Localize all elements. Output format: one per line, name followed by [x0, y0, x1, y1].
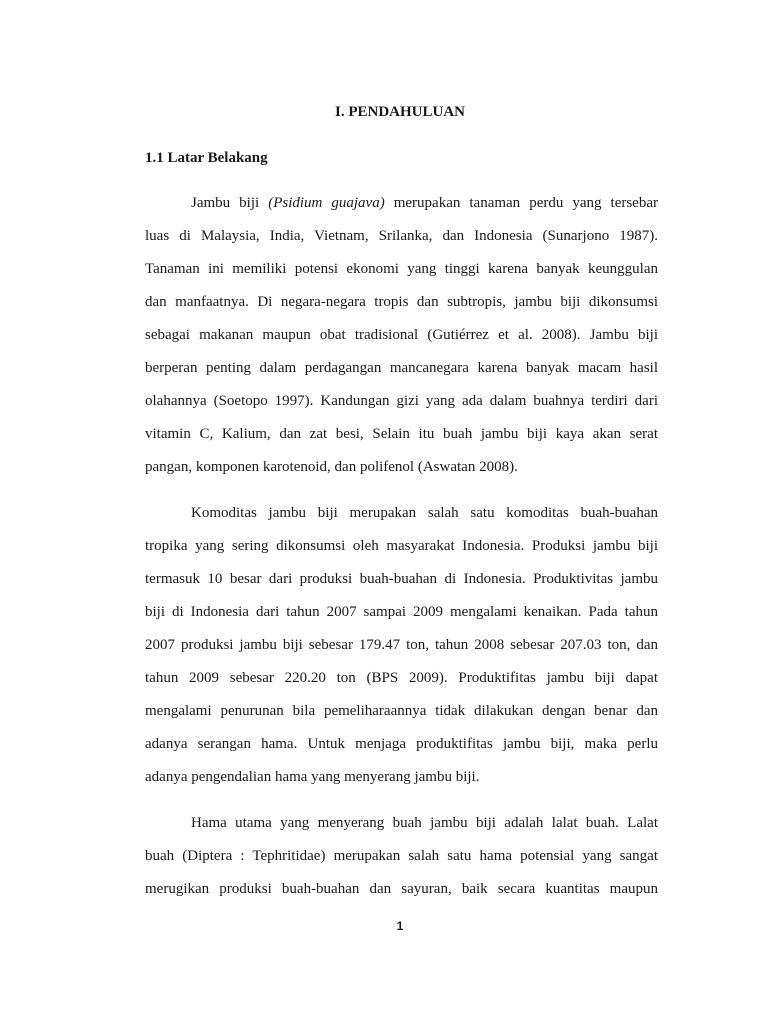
text-line: luas di Malaysia, India, Vietnam, Srilanka, dan Indonesia (Sunarjono 1987). — [145, 228, 658, 244]
text-line: vitamin C, Kalium, dan zat besi, Selain itu buah jambu biji kaya akan serat — [145, 426, 658, 442]
text-line: olahannya (Soetopo 1997). Kandungan gizi yang ada dalam buahnya terdiri dari — [145, 393, 658, 409]
page-number: 1 — [396, 919, 404, 933]
text-line: biji di Indonesia dari tahun 2007 sampai 2009 mengalami kenaikan. Pada tahun — [145, 604, 658, 620]
section-heading: 1.1 Latar Belakang — [145, 150, 268, 166]
text-segment: Jambu biji — [191, 195, 269, 211]
text-line: Hama utama yang menyerang buah jambu biji adalah lalat buah. Lalat — [191, 815, 658, 831]
text-line: dan manfaatnya. Di negara-negara tropis dan subtropis, jambu biji dikonsumsi — [145, 294, 658, 310]
text-line: tropika yang sering dikonsumsi oleh masyarakat Indonesia. Produksi jambu biji — [145, 538, 658, 554]
text-line — [145, 187, 658, 220]
text-line: adanya pengendalian hama yang menyerang jambu biji. — [145, 769, 480, 785]
text-line: merugikan produksi buah-buahan dan sayuran, baik secara kuantitas maupun — [145, 881, 658, 897]
text-line: sebagai makanan maupun obat tradisional (Gutiérrez et al. 2008). Jambu biji — [145, 327, 658, 343]
text-line: mengalami penurunan bila pemeliharaannya tidak dilakukan dengan benar dan — [145, 703, 658, 719]
text-line: adanya serangan hama. Untuk menjaga produktifitas jambu biji, maka perlu — [145, 736, 658, 752]
body-text — [145, 187, 658, 906]
text-line: Komoditas jambu biji merupakan salah satu komoditas buah-buahan — [191, 505, 658, 521]
paragraph — [145, 807, 658, 906]
text-segment: merupakan tanaman perdu yang tersebar — [384, 195, 658, 211]
text-line: 2007 produksi jambu biji sebesar 179.47 ton, tahun 2008 sebesar 207.03 ton, dan — [145, 637, 658, 653]
text-line: Tanaman ini memiliki potensi ekonomi yang tinggi karena banyak keunggulan — [145, 261, 658, 277]
chapter-title: I. PENDAHULUAN — [334, 104, 465, 120]
text-line: termasuk 10 besar dari produksi buah-buahan di Indonesia. Produktivitas jambu — [145, 571, 658, 587]
paragraph — [145, 187, 658, 484]
text-line: pangan, komponen karotenoid, dan polifenol (Aswatan 2008). — [145, 459, 518, 475]
text-line: tahun 2009 sebesar 220.20 ton (BPS 2009). Produktifitas jambu biji dapat — [145, 670, 658, 686]
text-line: berperan penting dalam perdagangan mancanegara karena banyak macam hasil — [145, 360, 658, 376]
paragraph — [145, 497, 658, 794]
text-line: buah (Diptera : Tephritidae) merupakan salah satu hama potensial yang sangat — [145, 848, 658, 864]
scientific-name: (Psidium guajava) — [268, 195, 385, 211]
